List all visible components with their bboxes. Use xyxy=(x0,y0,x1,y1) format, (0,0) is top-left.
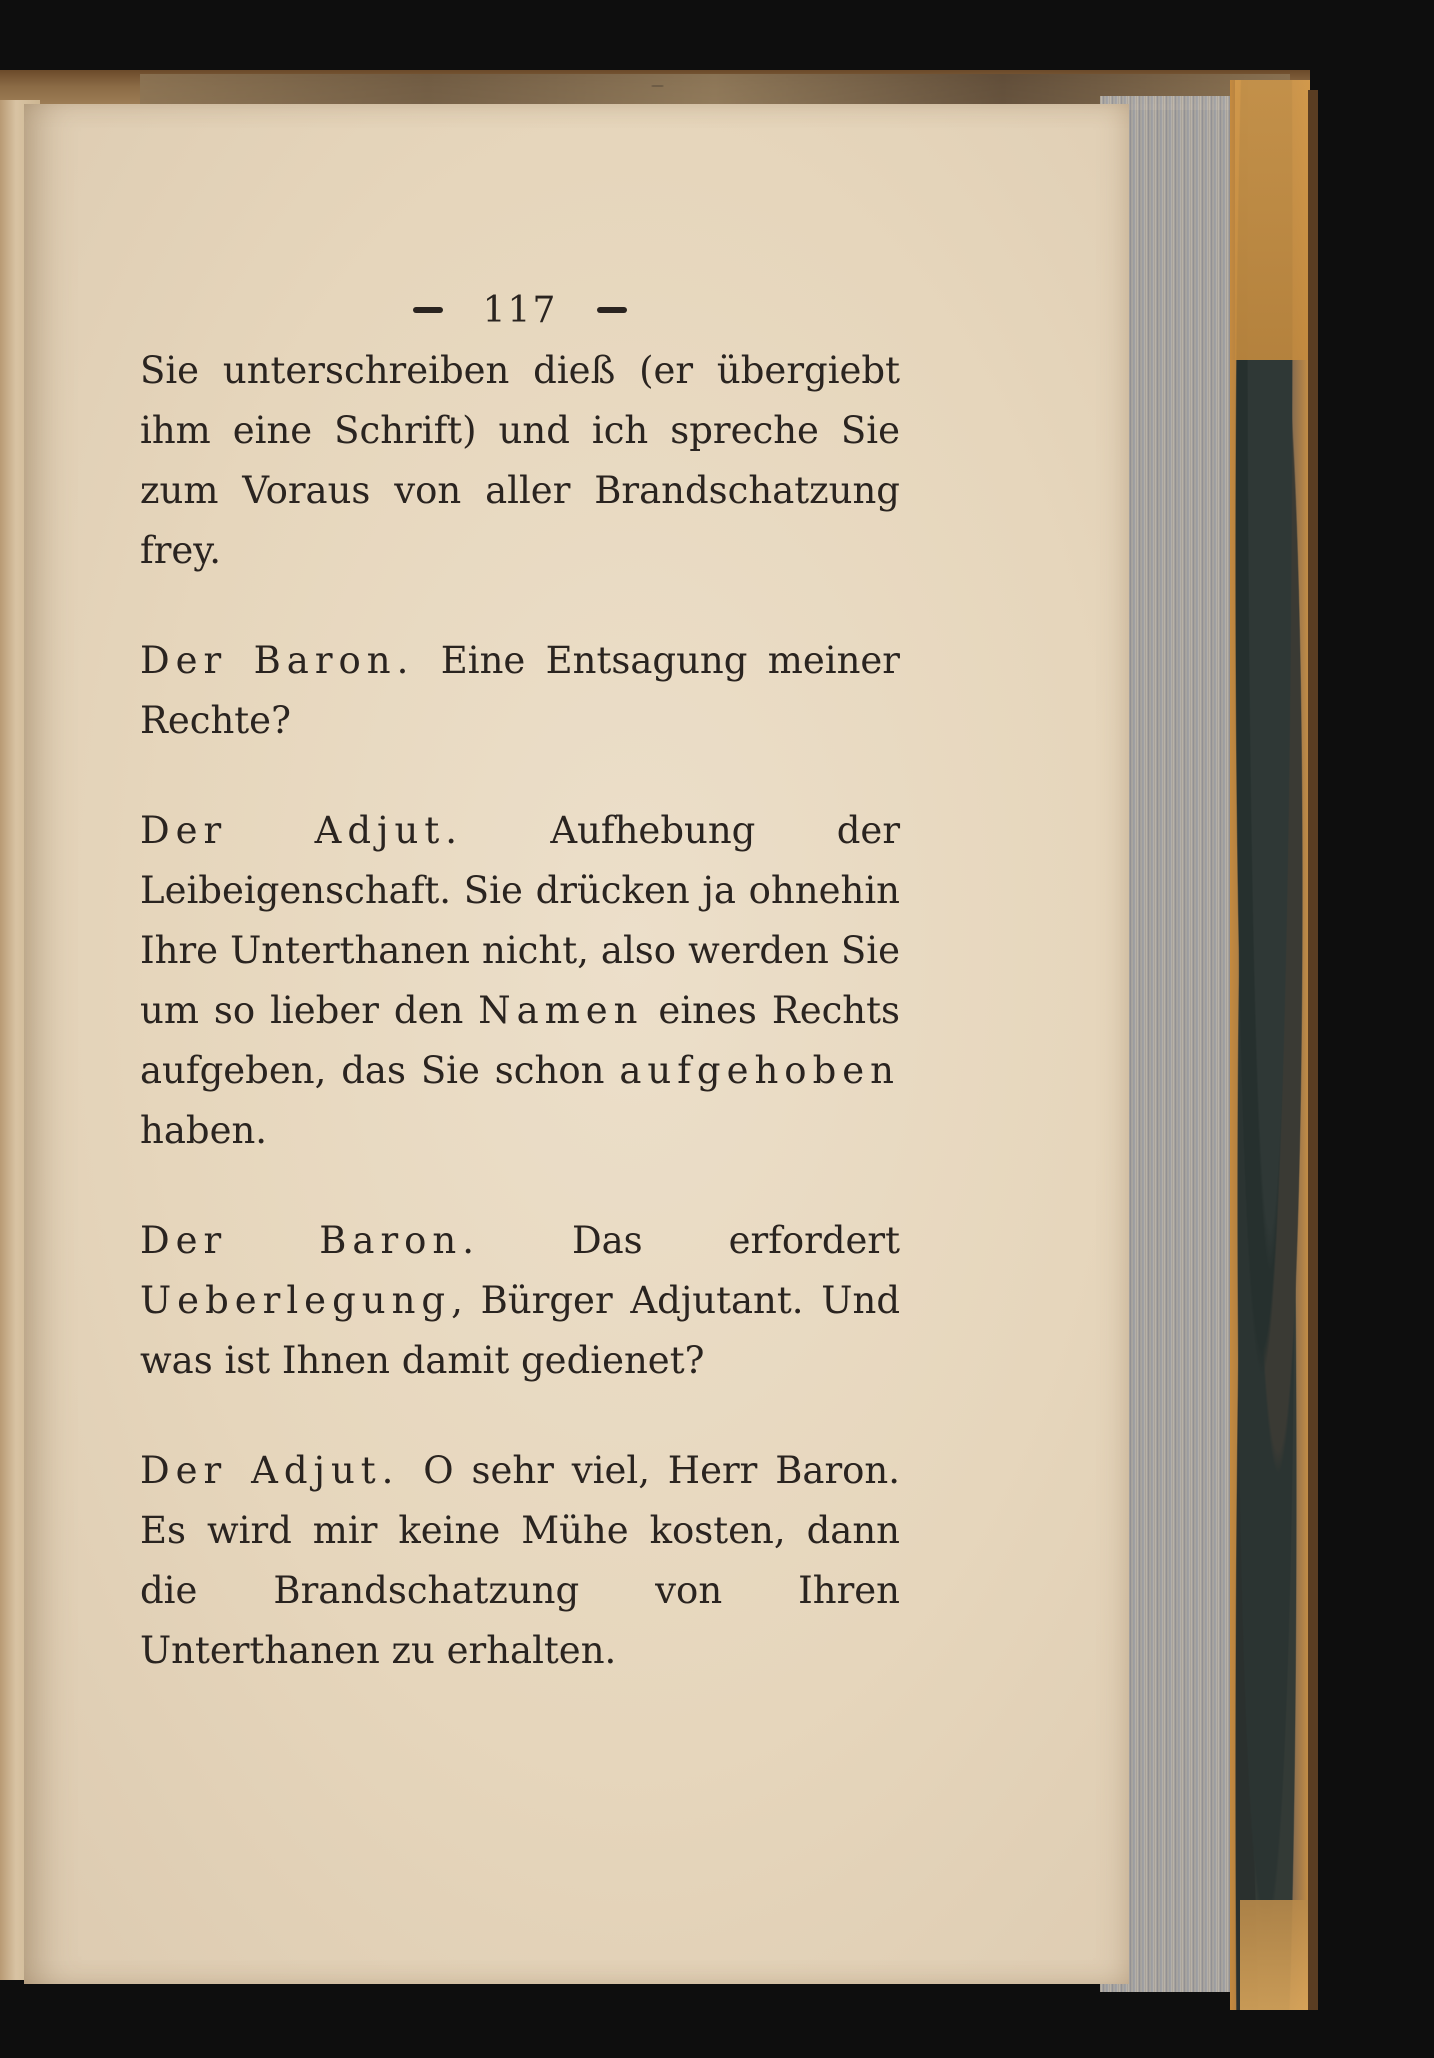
speaker-name: Der Adjut. xyxy=(140,1449,424,1492)
paragraph-text: Das erfordert xyxy=(571,1219,900,1262)
paragraph-text: eines Rechts aufgeben, das Sie schon xyxy=(140,989,900,1092)
paragraph-text: O sehr viel, Herr Baron. Es wird mir keine Mühe kosten, dann die Brandschatzung von Ihren Unterthanen zu erhalten. xyxy=(140,1449,900,1672)
paragraph-text: haben. xyxy=(140,1109,268,1152)
paragraph-text: Sie unterschreiben dieß (er übergiebt ihm eine Schrift) und ich spreche Sie zum Voraus von aller Brandschatzung frey. xyxy=(140,349,900,572)
paragraph-4 xyxy=(140,1211,900,1391)
page-number: 117 xyxy=(482,289,558,331)
paragraph-text: Aufhebung der Leibeigenschaft. Sie drücken ja ohnehin Ihre Unterthanen nicht, also werden Sie um so lieber den xyxy=(140,809,901,1032)
emphasized-text: aufgehoben xyxy=(619,1049,900,1092)
paragraph-5 xyxy=(140,1441,900,1681)
cover-edge xyxy=(1308,90,1318,2010)
speaker-name: Der Baron. xyxy=(140,639,441,682)
emphasized-text: Namen xyxy=(478,989,644,1032)
page-header xyxy=(140,285,900,335)
speaker-name: Der Baron. xyxy=(140,1219,572,1262)
speaker-name: Der Adjut. xyxy=(140,809,551,852)
paragraph-2 xyxy=(140,631,900,751)
paragraph-3 xyxy=(140,801,900,1161)
marbled-back-cover xyxy=(1230,80,1310,2010)
paragraph-text: , Bürger Adjutant. Und was ist Ihnen damit gedienet? xyxy=(140,1279,900,1382)
emphasized-text: Ueberlegung xyxy=(140,1279,452,1322)
paragraph-text: Eine Entsagung meiner Rechte? xyxy=(140,639,900,742)
leather-corner-bottom xyxy=(1240,1900,1310,2010)
leather-corner-top xyxy=(1235,80,1310,360)
paragraph-1 xyxy=(140,341,900,581)
header-dash-right xyxy=(597,307,627,313)
page-text xyxy=(140,285,900,1681)
header-dash-left xyxy=(413,307,443,313)
